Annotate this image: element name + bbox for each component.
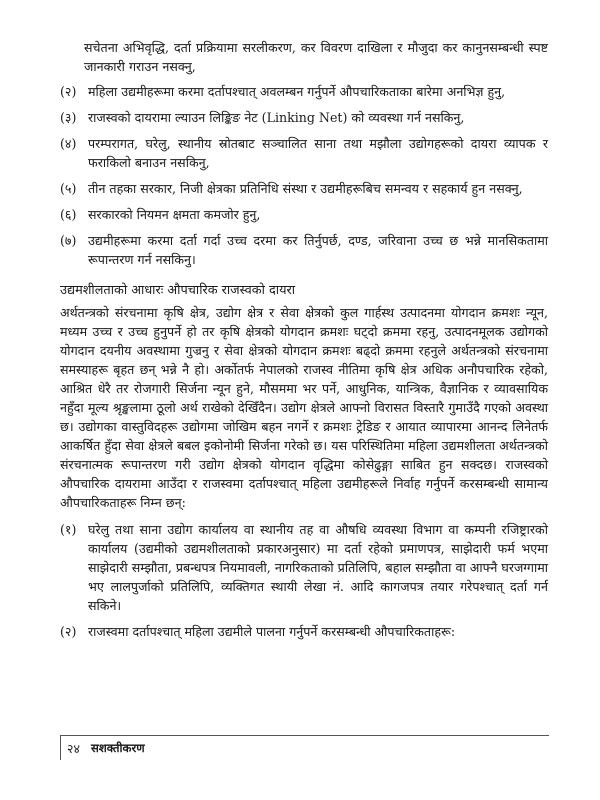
list-item bbox=[60, 205, 548, 224]
continuation-text: सचेतना अभिवृद्धि, दर्ता प्रक्रियामा सरलीकरण, कर विवरण दाखिला र मौजुदा कर कानुनसम्बन्धी स्पष्ट जानकारी गराउन नसक्नु, bbox=[84, 40, 548, 74]
list-item-number: (२) bbox=[60, 624, 77, 639]
list-item bbox=[60, 622, 548, 641]
section-heading: उद्यमशीलताको आधारः औपचारिक राजस्वको दायरा bbox=[60, 283, 296, 298]
list-item-number: (१) bbox=[60, 522, 77, 537]
list-item-text: महिला उद्यमीहरूमा करमा दर्तापश्चात् अवलम्बन गर्नुपर्ने औपचारिकताका बारेमा अनभिज्ञ हुनु, bbox=[88, 84, 506, 99]
list-item-text: राजस्वमा दर्तापश्चात् महिला उद्यमीले पालना गर्नुपर्ने करसम्बन्धी औपचारिकताहरू: bbox=[88, 624, 456, 639]
page-footer bbox=[60, 735, 549, 760]
list-item bbox=[60, 520, 548, 615]
list-item bbox=[60, 108, 548, 127]
running-title: सशक्तीकरण bbox=[91, 740, 145, 755]
list-item-number: (३) bbox=[60, 110, 77, 125]
list-item-text: घरेलु तथा साना उद्योग कार्यालय वा स्थानीय तह वा औषधि व्यवस्था विभाग वा कम्पनी रजिष्ट्रारको कार्यालय (उद्यमीको उद्यमशीलताको प्रकारअनुसार) मा दर्ता रहेको प्रमाणपत्र, साझेदारी फर्म भएमा साझेदारी सम्झौता, प्रबन्धपत्र नियमावली, नागरिकताको प्रतिलिपि, बहाल सम्झौता वा आफ्नै घरजग्गामा भए लालपुर्जाको प्रतिलिपि, व्यक्तिगत स्थायी लेखा नं. आदि कागजपत्र तयार गरेपश्चात् दर्ता गर्न सकिने। bbox=[88, 522, 548, 613]
list-item-number: (४) bbox=[60, 136, 77, 151]
list-item-number: (५) bbox=[60, 181, 77, 196]
list-item bbox=[60, 231, 548, 269]
page-content bbox=[60, 38, 548, 648]
list-item bbox=[60, 179, 548, 198]
list-item bbox=[60, 82, 548, 101]
list-item-number: (२) bbox=[60, 84, 77, 99]
list-item-text: सरकारको नियमन क्षमता कमजोर हुनु, bbox=[88, 207, 261, 222]
list-item-number: (६) bbox=[60, 207, 77, 222]
list-item-text: उद्यमीहरूमा करमा दर्ता गर्दा उच्च दरमा कर तिर्नुपर्छ, दण्ड, जरिवाना उच्च छ भन्ने मानसिकतामा रूपान्तरण गर्न नसकिनु। bbox=[88, 233, 548, 267]
list-item-number: (७) bbox=[60, 233, 77, 248]
body-paragraph: अर्थतन्त्रको संरचनामा कृषि क्षेत्र, उद्योग क्षेत्र र सेवा क्षेत्रको कुल गार्हस्थ उत्पादनमा योगदान क्रमशः न्यून, मध्यम उच्च र उच्च हुनुपर्ने हो तर कृषि क्षेत्रको योगदान क्रमशः घट्दो क्रममा रहनु, उत्पादनमूलक उद्योगको योगदान दयनीय अवस्थामा गुज्रनु र सेवा क्षेत्रको योगदान क्रमशः बढ्दो क्रममा रहनुले अर्थतन्त्रको संरचनामा समस्याहरू बृहत छन् भन्ने नै हो। अर्कोतर्फ नेपालको राजस्व नीतिमा कृषि क्षेत्र अधिक अनौपचारिक रहेको, आश्रित धेरै तर रोजगारी सिर्जना न्यून हुने, मौसममा भर पर्ने, आधुनिक, यान्त्रिक, वैज्ञानिक र व्यावसायिक नहुँदा मूल्य श्रृङ्खलामा ठूलो अर्थ राखेको देखिँदैन। उद्योग क्षेत्रले आफ्नो विरासत विस्तारै गुमाउँदै गएको अवस्था छ। उद्योगका वास्तुविदहरू उद्योगमा जोखिम बहन नगर्ने र क्रमशः ट्रेडिङ र आयात व्यापारमा आनन्द लिनेतर्फ आकर्षित हुँदा सेवा क्षेत्रले बबल इकोनोमी सिर्जना गरेको छ। यस परिस्थितिमा महिला उद्यमशीलता अर्थतन्त्रको संरचनात्मक रूपान्तरण गरी उद्योग क्षेत्रको योगदान वृद्धिमा कोसेढुङ्गा साबित हुन सक्दछ। राजस्वको औपचारिक दायरामा आउँदा र राजस्वमा दर्तापश्चात् महिला उद्यमीहरूले निर्वाह गर्नुपर्ने करसम्बन्धी सामान्य औपचारिकताहरू निम्न छन्: bbox=[60, 305, 548, 510]
problem-list bbox=[60, 82, 548, 269]
list-item-text: परम्परागत, घरेलु, स्थानीय स्रोतबाट सञ्चालित साना तथा मझौला उद्योगहरूको दायरा व्यापक र फराकिलो बनाउन नसकिनु, bbox=[88, 136, 548, 170]
list-item bbox=[60, 134, 548, 172]
list-item-text: तीन तहका सरकार, निजी क्षेत्रका प्रतिनिधि संस्था र उद्यमीहरूबिच समन्वय र सहकार्य हुन नसक्नु, bbox=[88, 181, 523, 196]
list-item-text: राजस्वको दायरामा ल्याउन लिङ्किङ नेट (Linking Net) को व्यवस्था गर्न नसकिनु, bbox=[88, 110, 465, 125]
formality-list bbox=[60, 520, 548, 641]
page-number: २४ bbox=[67, 740, 80, 756]
